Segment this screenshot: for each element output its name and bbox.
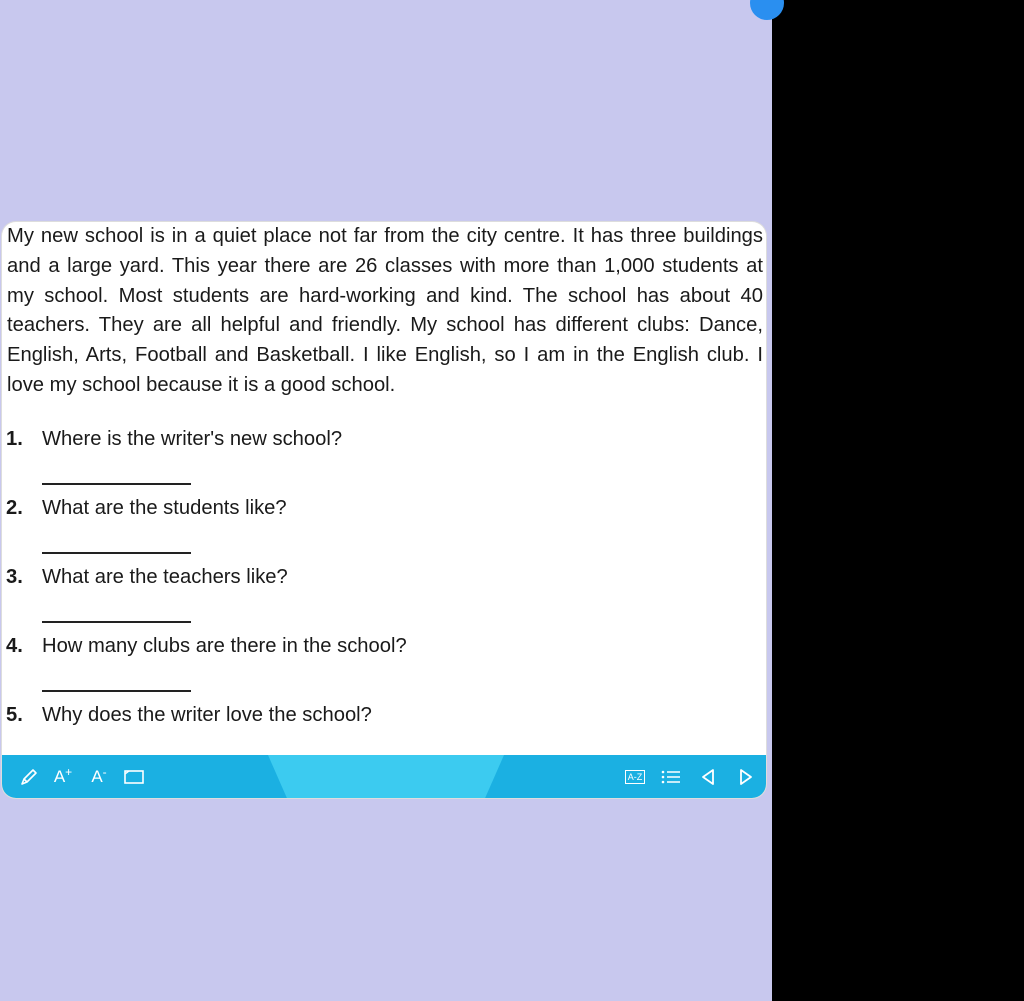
question-text: Why does the writer love the school? <box>42 704 372 726</box>
question-number: 1. <box>6 428 23 450</box>
right-black-area <box>772 0 1024 1001</box>
question-number: 3. <box>6 566 23 588</box>
prev-icon[interactable] <box>698 764 718 790</box>
question-text: Where is the writer's new school? <box>42 428 343 450</box>
answer-line-4[interactable] <box>42 690 191 692</box>
reading-card <box>2 222 766 798</box>
answer-line-3[interactable] <box>42 621 191 623</box>
font-decrease-label: A <box>91 767 103 786</box>
bottom-toolbar <box>2 755 766 798</box>
question-number: 5. <box>6 704 23 726</box>
pen-icon[interactable] <box>18 764 40 790</box>
question-3 <box>6 566 288 589</box>
answer-line-2[interactable] <box>42 552 191 554</box>
question-5 <box>6 704 372 727</box>
font-increase-icon[interactable] <box>52 764 74 790</box>
font-increase-label: A <box>53 767 66 786</box>
question-2 <box>6 497 287 520</box>
next-icon[interactable] <box>736 764 756 790</box>
dictionary-label: A-Z <box>625 770 646 784</box>
reading-passage: My new school is in a quiet place not far from the city centre. It has three buildings and a large yard. This year there are 26 classes with more than 1,000 students at my school. Most students are hard-working and kind. The school has about 40 teachers. They are all helpful and friendly. My school has different clubs: Dance, English, Arts, Football and Basketball. I like English, so I am in the English club. I love my school because it is a good school. <box>7 225 763 396</box>
question-number: 2. <box>6 497 23 519</box>
question-1 <box>6 428 342 451</box>
dictionary-icon[interactable] <box>624 764 646 790</box>
list-icon[interactable] <box>660 764 682 790</box>
font-decrease-sup: - <box>102 765 107 779</box>
font-increase-sup: + <box>65 765 73 779</box>
answer-line-1[interactable] <box>42 483 191 485</box>
question-text: How many clubs are there in the school? <box>42 635 407 657</box>
font-decrease-icon[interactable] <box>88 764 110 790</box>
question-text: What are the students like? <box>42 497 287 519</box>
question-text: What are the teachers like? <box>42 566 288 588</box>
frame-icon[interactable] <box>122 764 146 790</box>
toolbar-center-tab <box>268 755 504 798</box>
question-4 <box>6 635 407 658</box>
question-number: 4. <box>6 635 23 657</box>
